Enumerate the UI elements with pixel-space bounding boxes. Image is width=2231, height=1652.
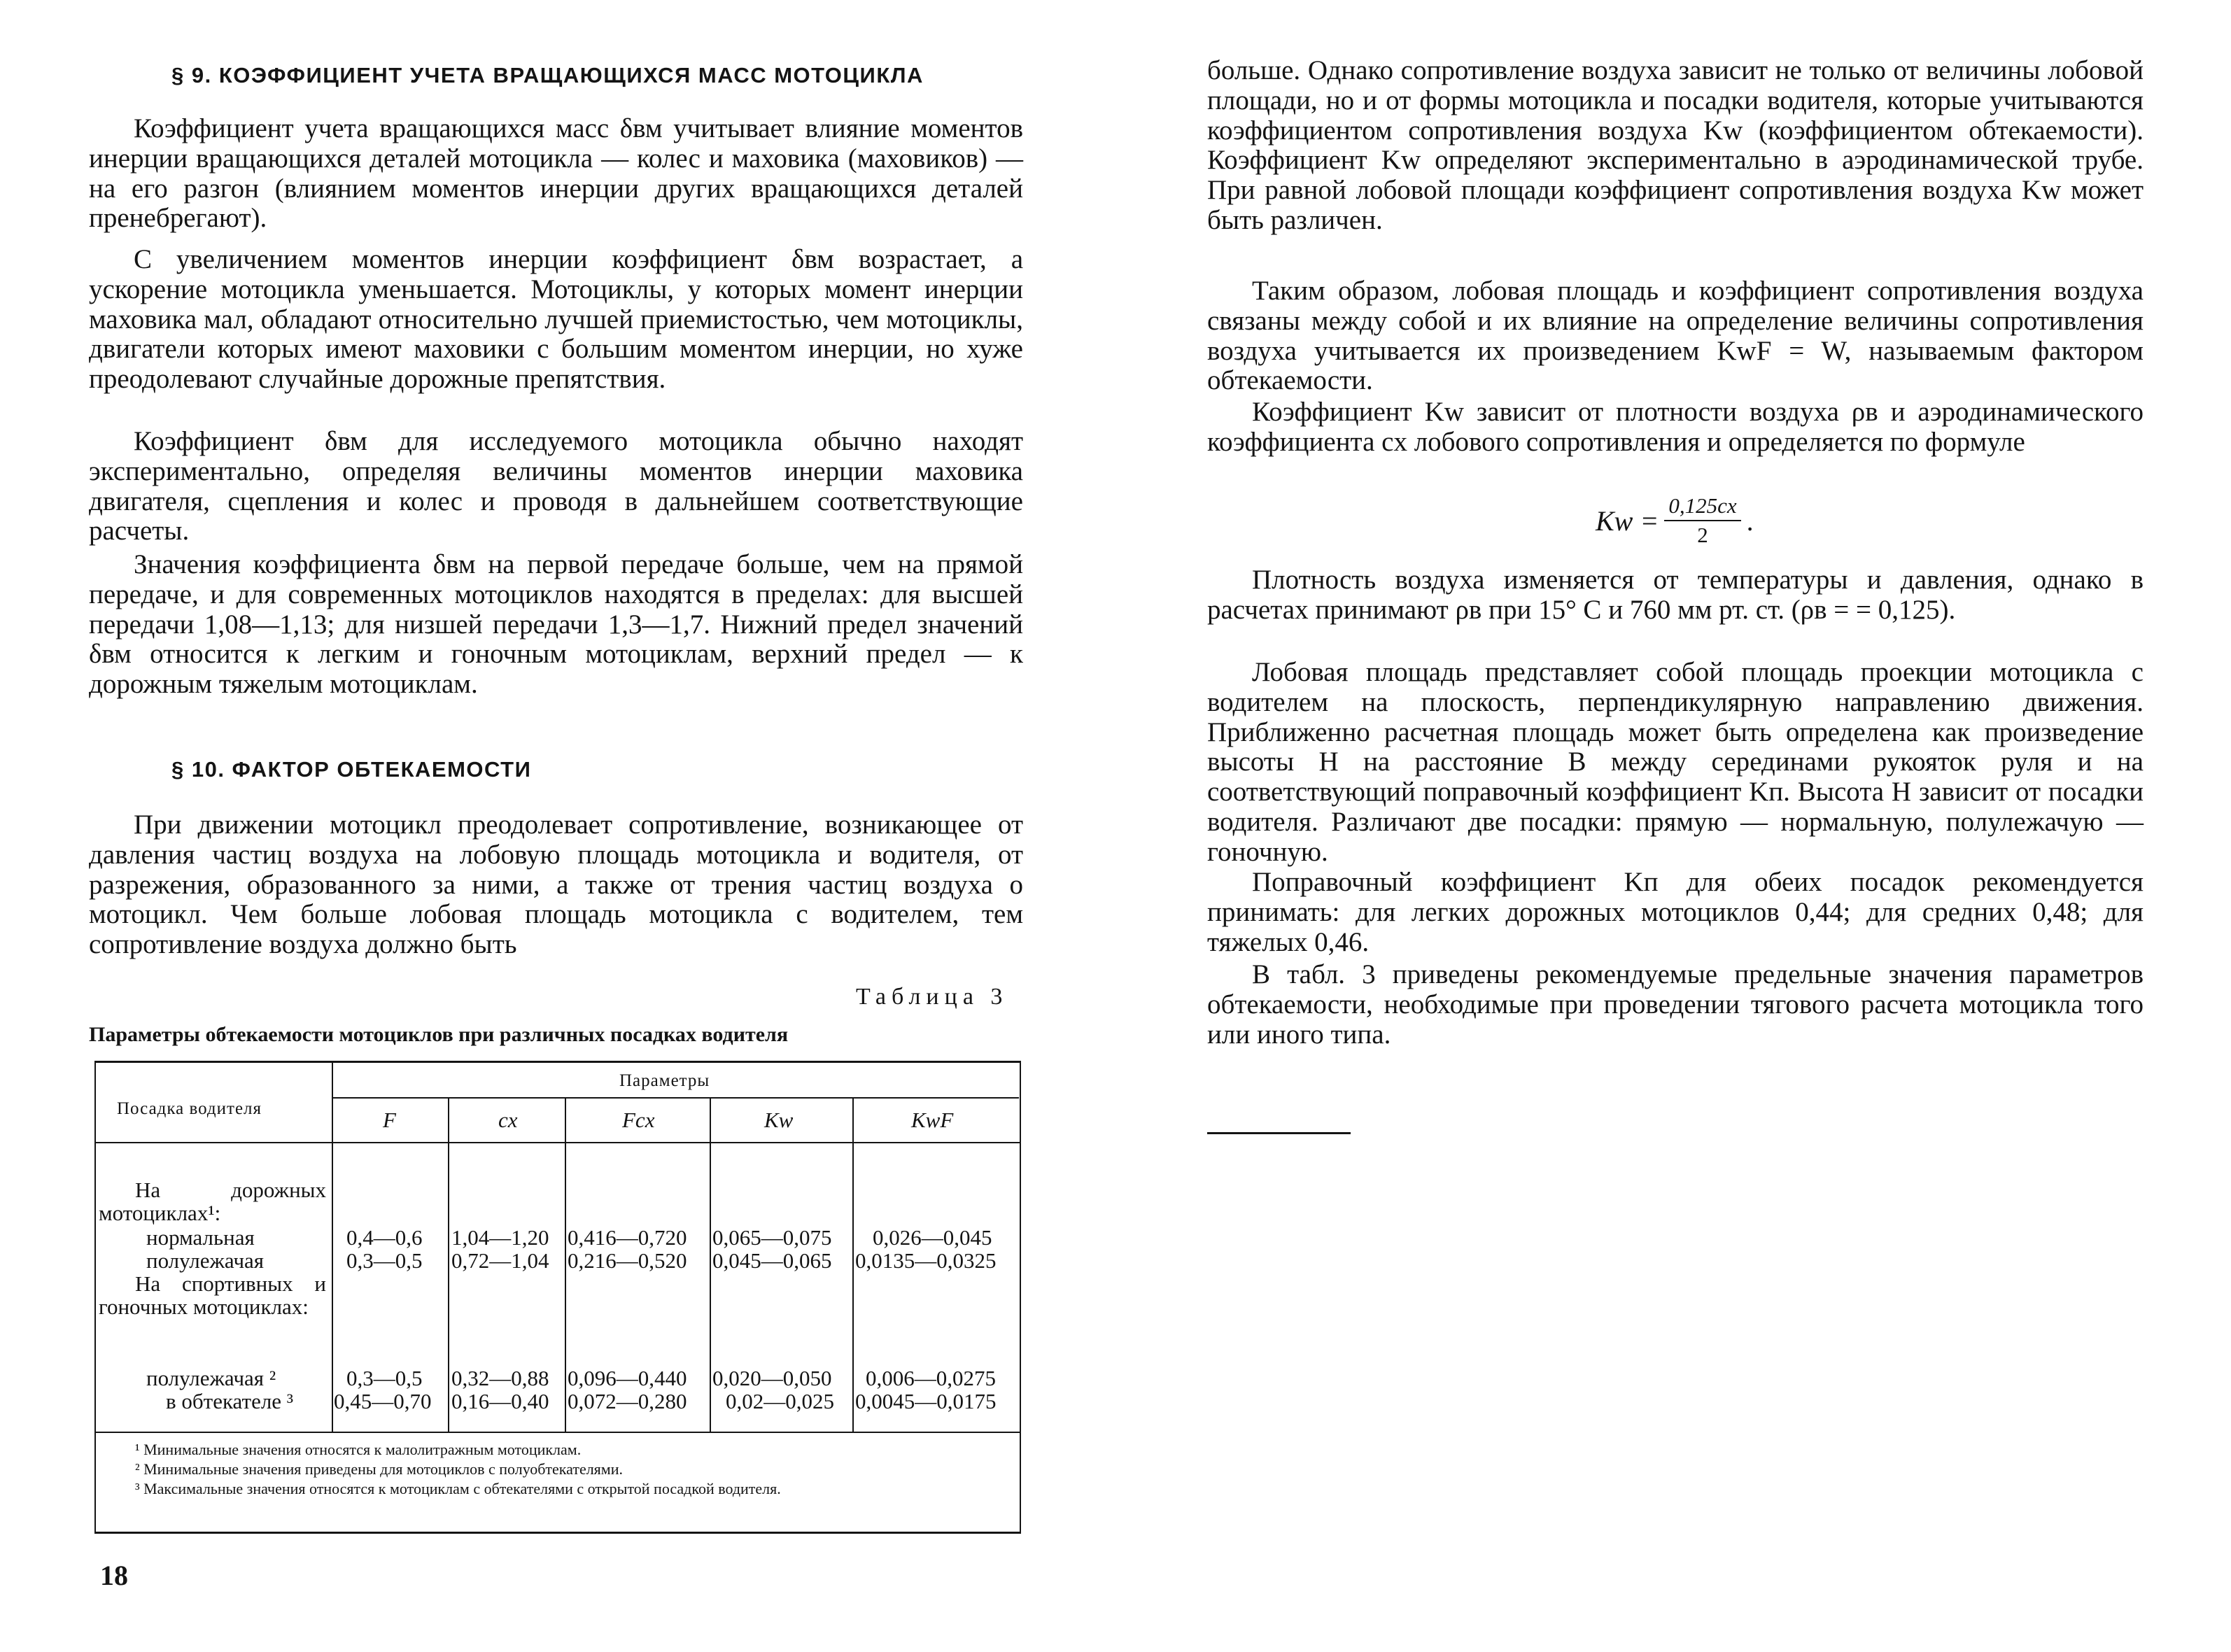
section-9-paragraph-2: С увеличением моментов инерции коэффициент δвм возрастает, а ускорение мотоцикла уменьшается. Мотоциклы, у которых момент инерции маховика мал, обладают относительно лучшей приемистостью, чем мотоциклы, двигатели которых имеют маховики с большим моментом инерции, но хуже преодолевают случайные дорожные препятствия. [89, 244, 1023, 395]
section-10-paragraph-1: При движении мотоцикл преодолевает сопротивление, возникающее от давления частиц воздуха на лобовую площадь мотоцикла и водителя, от разрежения, образованного за ними, а также от трения частиц воздуха о мотоцикл. Чем больше лобовая площадь мотоцикла с водителем, тем сопротивление воздуха должно быть [89, 810, 1023, 960]
right-paragraph-1: больше. Однако сопротивление воздуха зависит не только от величины лобовой площади, но и от формы мотоцикла и посадки водителя, которые учитываются коэффициентом сопротивления воздуха Kw (коэффициентом обтекаемости). Коэффициент Kw определяют экспериментально в аэродинамической трубе. При равной лобовой площади коэффициент сопротивления воздуха Kw может быть различен. [1207, 55, 2144, 235]
right-paragraph-5: Лобовая площадь представляет собой площадь проекции мотоцикла с водителем на плоскость, перпендикулярную направлению движения. Приближенно расчетная площадь может быть определена как произведение высоты H на расстояние B между серединами рукояток руля и на соответствующий поправочный коэффициент Kп. Высота H зависит от посадки водителя. Различают две посадки: прямую — нормальную, полулежачую — гоночную. [1207, 657, 2144, 867]
header-kwf: KwF [911, 1108, 954, 1132]
footnote: ³ Максимальные значения относятся к мотоциклам с обтекателями с открытой посадкой водителя. [135, 1480, 781, 1497]
formula-denominator: 2 [1697, 523, 1708, 547]
formula-kw [1596, 493, 1754, 548]
row-kw: 0,02—0,025 [726, 1389, 834, 1413]
table-divider [96, 1432, 1020, 1433]
formula-end: . [1746, 504, 1754, 537]
table-divider [96, 1142, 1020, 1143]
header-fcx: Fcx [622, 1108, 655, 1132]
row-kwf: 0,006—0,0275 [866, 1366, 996, 1390]
section-10-heading: § 10. ФАКТОР ОБТЕКАЕМОСТИ [171, 757, 532, 782]
table-divider [710, 1099, 711, 1432]
row-cx: 1,04—1,20 [451, 1225, 549, 1250]
row-kwf: 0,026—0,045 [873, 1225, 992, 1250]
table-divider [333, 1097, 1019, 1099]
right-paragraph-4: Плотность воздуха изменяется от температуры и давления, однако в расчетах принимают ρв при 15° С и 760 мм рт. ст. (ρв = = 0,125). [1207, 565, 2144, 625]
header-seat: Посадка водителя [117, 1099, 262, 1118]
row-cx: 0,16—0,40 [451, 1389, 549, 1413]
row-kw: 0,020—0,050 [712, 1366, 832, 1390]
group-sport-label: На спортивных и гоночных мотоциклах: [99, 1271, 326, 1319]
row-f: 0,3—0,5 [346, 1248, 423, 1273]
footnote: ¹ Минимальные значения относятся к малолитражным мотоциклам. [135, 1441, 582, 1458]
section-9-heading: § 9. КОЭФФИЦИЕНТ УЧЕТА ВРАЩАЮЩИХСЯ МАСС МОТОЦИКЛА [171, 63, 924, 87]
row-kwf: 0,0045—0,0175 [855, 1389, 997, 1413]
row-seat: полулежачая [146, 1248, 265, 1273]
row-kw: 0,065—0,075 [712, 1225, 832, 1250]
formula-lhs: Kw = [1596, 504, 1659, 537]
table-divider [448, 1099, 449, 1432]
row-kw: 0,045—0,065 [712, 1248, 832, 1273]
row-kwf: 0,0135—0,0325 [855, 1248, 997, 1273]
section-9-paragraph-1: Коэффициент учета вращающихся масс δвм учитывает влияние моментов инерции вращающихся деталей мотоцикла — колес и маховика (маховиков) — на его разгон (влиянием моментов инерции других вращающихся деталей пренебрегают). [89, 113, 1023, 234]
end-rule [1207, 1132, 1351, 1134]
row-f: 0,4—0,6 [346, 1225, 423, 1250]
right-paragraph-6: Поправочный коэффициент Kп для обеих посадок рекомендуется принимать: для легких дорожных мотоциклов 0,44; для средних 0,48; для тяжелых 0,46. [1207, 867, 2144, 957]
table-divider [332, 1063, 333, 1432]
header-kw: Kw [764, 1108, 794, 1132]
group-road-label: На дорожных мотоциклах¹: [99, 1178, 326, 1225]
formula-numerator: 0,125cx [1664, 493, 1740, 521]
row-seat: нормальная [146, 1225, 255, 1250]
header-cx: cx [498, 1108, 518, 1132]
row-f: 0,3—0,5 [346, 1366, 423, 1390]
row-fcx: 0,096—0,440 [568, 1366, 687, 1390]
row-fcx: 0,072—0,280 [568, 1389, 687, 1413]
page-number: 18 [100, 1560, 128, 1591]
row-seat: полулежачая ² [146, 1366, 276, 1390]
table-title: Параметры обтекаемости мотоциклов при различных посадках водителя [89, 1023, 789, 1046]
row-f: 0,45—0,70 [334, 1389, 432, 1413]
table-divider [852, 1099, 854, 1432]
row-seat: в обтекателе ³ [166, 1389, 294, 1413]
right-paragraph-2: Таким образом, лобовая площадь и коэффициент сопротивления воздуха связаны между собой и их влияние на определение величины сопротивления воздуха учитывается их произведением KwF = W, называемым фактором обтекаемости. [1207, 276, 2144, 396]
row-fcx: 0,216—0,520 [568, 1248, 687, 1273]
header-f: F [383, 1108, 396, 1132]
footnote: ² Минимальные значения приведены для мотоциклов с полуобтекателями. [135, 1460, 623, 1478]
right-paragraph-3: Коэффициент Kw зависит от плотности воздуха ρв и аэродинамического коэффициента cx лобового сопротивления и определяется по формуле [1207, 397, 2144, 457]
table-footnotes [110, 1440, 999, 1499]
section-9-paragraph-4: Значения коэффициента δвм на первой передаче больше, чем на прямой передаче, и для современных мотоциклов находятся в пределах: для высшей передачи 1,08—1,13; для низшей передачи 1,3—1,7. Нижний предел значений δвм относится к легким и гоночным мотоциклам, верхний предел — к дорожным тяжелым мотоциклам. [89, 549, 1023, 700]
header-params: Параметры [619, 1071, 710, 1090]
row-cx: 0,32—0,88 [451, 1366, 549, 1390]
row-fcx: 0,416—0,720 [568, 1225, 687, 1250]
table-divider [565, 1099, 566, 1432]
section-9-paragraph-3: Коэффициент δвм для исследуемого мотоцикла обычно находят экспериментально, определяя величины моментов инерции маховика двигателя, сцепления и колес и проводя в дальнейшем соответствующие расчеты. [89, 426, 1023, 546]
table-label: Таблица 3 [856, 984, 1008, 1010]
right-paragraph-7: В табл. 3 приведены рекомендуемые предельные значения параметров обтекаемости, необходимые при проведении тягового расчета мотоцикла того или иного типа. [1207, 959, 2144, 1050]
row-cx: 0,72—1,04 [451, 1248, 549, 1273]
formula-fraction [1664, 493, 1740, 548]
